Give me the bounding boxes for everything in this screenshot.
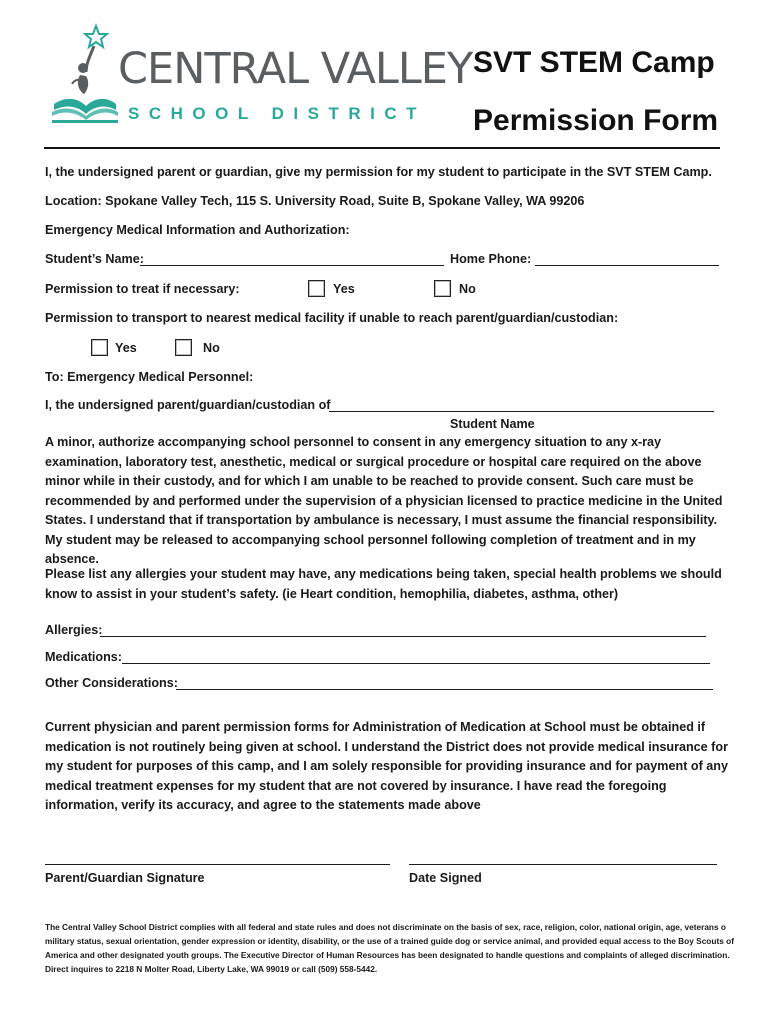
treat-no-checkbox[interactable]: [434, 280, 451, 297]
location-line: Location: Spokane Valley Tech, 115 S. University Road, Suite B, Spokane Valley, WA 99206: [45, 194, 585, 208]
transport-label: Permission to transport to nearest medical facility if unable to reach parent/guardian/custodian:: [45, 311, 619, 325]
date-signed-label: Date Signed: [409, 871, 482, 885]
nondiscrimination-notice: The Central Valley School District complies with all federal and state rules and does not discriminate on the basis of sex, race, religion, color, national origin, age, veterans o military status, sexual orientation, gender expression or identity, disability, or the use of a trained guide dog or service animal, and provided equal access to the Boy Scouts of America and other designated youth groups. The Executive Director of Human Resources has been designated to handle questions and complaints of alleged discrimination. Direct inquires to 2218 N Molter Road, Liberty Lake, WA 99019 or call (509) 558-5442.: [45, 922, 734, 974]
logo-district-subtitle: SCHOOL DISTRICT: [128, 104, 427, 123]
home-phone-label: Home Phone:: [450, 252, 532, 266]
district-logo: [50, 20, 473, 130]
intro-statement: I, the undersigned parent or guardian, give my permission for my student to participate in the SVT STEM Camp.: [45, 165, 712, 179]
transport-yes-checkbox[interactable]: [91, 339, 108, 356]
transport-no-checkbox[interactable]: [175, 339, 192, 356]
allergies-field[interactable]: [100, 624, 706, 637]
other-considerations-label: Other Considerations:: [45, 676, 178, 690]
custodian-student-name-field[interactable]: [329, 399, 714, 412]
form-title-line1: SVT STEM Camp: [473, 46, 715, 79]
student-name-field[interactable]: [140, 253, 444, 266]
reading-figure-icon: [50, 20, 120, 130]
transport-no-label: No: [203, 341, 220, 355]
authorization-paragraph: A minor, authorize accompanying school personnel to consent in any emergency situation to any x-ray examination, laboratory test, anesthetic, medical or surgical procedure or hospital care required on the above minor while in their custody, and for which I am unable to be reached to provide consent. Such care must be recommended by and performed under the supervision of a physician licensed to practice medicine in the United States. I understand that if transportation by ambulance is necessary, I must assume the financial responsibility. My student may be released to accompanying school personnel following completion of treatment and in my absence.: [45, 435, 723, 566]
treat-no-label: No: [459, 282, 476, 296]
parent-signature-label: Parent/Guardian Signature: [45, 871, 205, 885]
logo-district-name: CENTRAL VALLEY: [118, 44, 473, 94]
parent-signature-field[interactable]: [45, 852, 390, 865]
form-title-line2: Permission Form: [473, 104, 719, 137]
other-considerations-field[interactable]: [176, 677, 713, 690]
treat-yes-checkbox[interactable]: [308, 280, 325, 297]
permission-treat-label: Permission to treat if necessary:: [45, 282, 240, 296]
transport-yes-label: Yes: [115, 341, 137, 355]
medications-label: Medications:: [45, 650, 122, 664]
allergies-label: Allergies:: [45, 623, 103, 637]
undersigned-custodian-label: I, the undersigned parent/guardian/custodian of: [45, 398, 331, 412]
medications-field[interactable]: [122, 651, 710, 664]
emergency-heading: Emergency Medical Information and Authorization:: [45, 223, 350, 237]
header-divider: [44, 147, 720, 149]
student-name-label: Student’s Name:: [45, 252, 144, 266]
treat-yes-label: Yes: [333, 282, 355, 296]
allergy-instructions: Please list any allergies your student may have, any medications being taken, special health problems we should know to assist in your student’s safety. (ie Heart condition, hemophilia, diabetes, asthma, other): [45, 567, 722, 601]
date-signed-field[interactable]: [409, 852, 717, 865]
student-name-caption: Student Name: [450, 417, 535, 431]
home-phone-field[interactable]: [535, 253, 719, 266]
to-personnel-line: To: Emergency Medical Personnel:: [45, 370, 254, 384]
physician-insurance-paragraph: Current physician and parent permission forms for Administration of Medication at School must be obtained if medication is not routinely being given at school. I understand the District does not provide medical insurance for my student for purposes of this camp, and I am solely responsible for providing insurance and for payment of any medical treatment expenses for my student that are not covered by insurance. I have read the foregoing information, verify its accuracy, and agree to the statements made above: [45, 720, 728, 812]
